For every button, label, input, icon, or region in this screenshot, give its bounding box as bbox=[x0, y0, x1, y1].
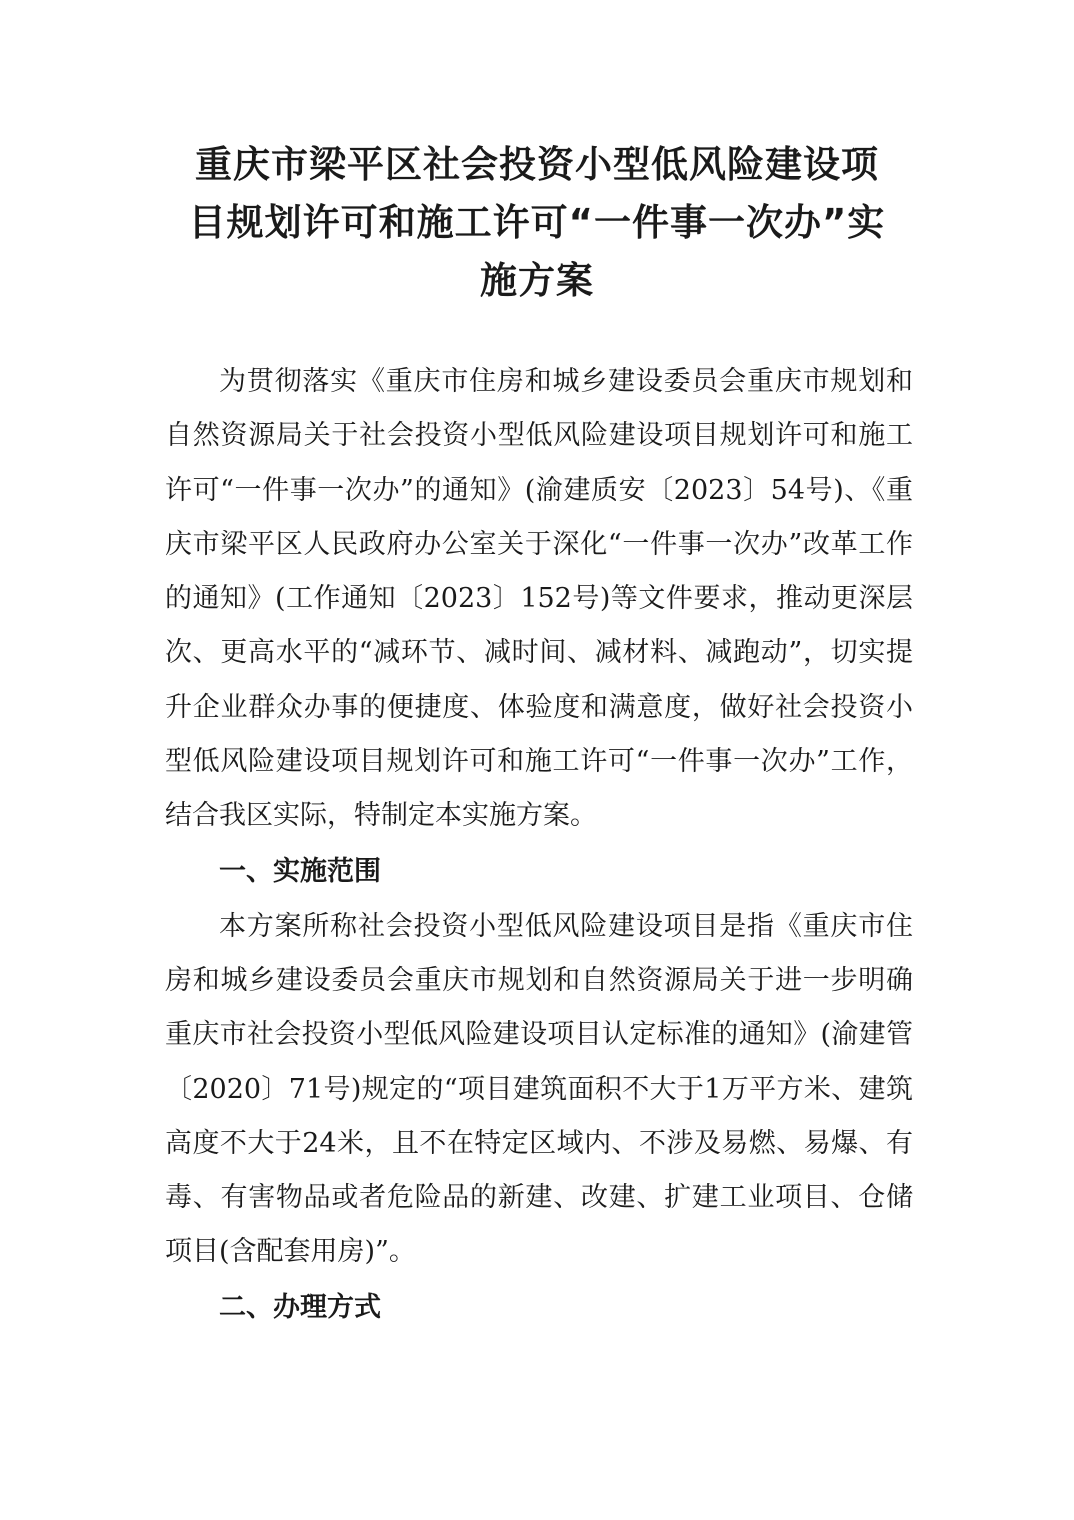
section-heading-scope: 一、实施范围 bbox=[219, 855, 381, 887]
title-line-1: 重庆市梁平区社会投资小型低风险建设项 bbox=[195, 143, 879, 186]
intro-paragraph: 为贯彻落实《重庆市住房和城乡建设委员会重庆市规划和自然资源局关于社会投资小型低风险建设项目规划许可和施工许可“一件事一次办”的通知》(渝建质安〔2023〕54号)、《重庆市梁平区人民政府办公室关于深化“一件事一次办”改革工作的通知》(工作通知〔2023〕152号)等文件要求，推动更深层次、更高水平的“减环节、减时间、减材料、减跑动”，切实提升企业群众办事的便捷度、体验度和满意度，做好社会投资小型低风险建设项目规划许可和施工许可“一件事一次办”工作，结合我区实际，特制定本实施方案。 bbox=[165, 366, 913, 832]
scope-paragraph: 本方案所称社会投资小型低风险建设项目是指《重庆市住房和城乡建设委员会重庆市规划和自然资源局关于进一步明确重庆市社会投资小型低风险建设项目认定标准的通知》(渝建管〔2020〕71号)规定的“项目建筑面积不大于1万平方米、建筑高度不大于24米，且不在特定区域内、不涉及易燃、易爆、有毒、有害物品或者危险品的新建、改建、扩建工业项目、仓储项目(含配套用房)”。 bbox=[165, 910, 913, 1268]
title-line-3: 施方案 bbox=[480, 259, 594, 302]
document-title bbox=[150, 136, 924, 310]
title-line-2: 目规划许可和施工许可“一件事一次办”实 bbox=[188, 201, 886, 244]
document-body bbox=[165, 355, 913, 1336]
section-heading-method: 二、办理方式 bbox=[219, 1291, 381, 1323]
